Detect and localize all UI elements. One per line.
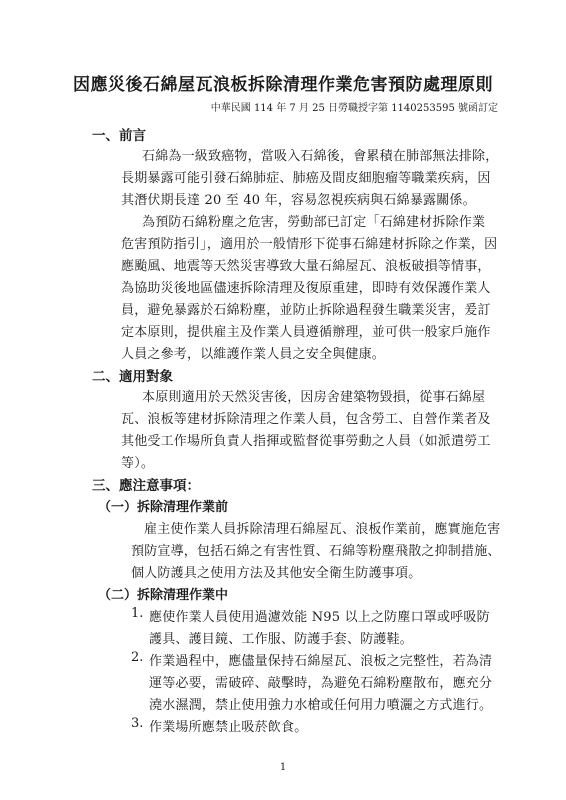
paragraph-line: 人員之參考，以維護作業人員之安全與健康。 (121, 347, 386, 362)
paragraph-line: 員，避免暴露於石綿粉塵，並防止拆除過程發生職業災害，爰訂 (121, 303, 491, 318)
section-3-heading: 三、應注意事項： (92, 478, 200, 494)
subsection-1-heading: （一）拆除清理作業前 (98, 500, 229, 515)
paragraph-line: 個人防護具之使用方法及其他安全衛生防護事項。 (131, 566, 422, 581)
section-1-heading: 一、前言 (92, 128, 146, 144)
subsection-2-heading: （二）拆除清理作業中 (98, 588, 229, 603)
paragraph-line: 為協助災後地區儘速拆除清理及復原重建，即時有效保護作業人 (121, 281, 491, 296)
list-item-line: 作業場所應禁止吸菸飲食。 (149, 720, 308, 735)
list-item-line: 運等必要，需破碎、敲擊時，為避免石綿粉塵散布，應充分 (149, 676, 493, 691)
list-item-line: 護具、護目鏡、工作服、防護手套、防護鞋。 (149, 632, 414, 647)
paragraph-line: 為預防石綿粉塵之危害，勞動部已訂定「石綿建材拆除作業 (142, 215, 486, 230)
paragraph-line: 石綿為一級致癌物，當吸入石綿後，會累積在肺部無法排除， (142, 149, 499, 164)
list-item-number: 3. (131, 716, 144, 731)
page-number: 1 (279, 762, 287, 773)
paragraph-line: 瓦、浪板等建材拆除清理之作業人員，包含勞工、自營作業者及 (121, 412, 491, 427)
list-item-line: 澆水濕潤，禁止使用強力水槍或任何用力噴灑之方式進行。 (149, 698, 493, 713)
list-item-number: 2. (131, 650, 144, 665)
paragraph-line: 本原則適用於天然災害後，因房舍建築物毀損，從事石綿屋 (142, 390, 486, 405)
paragraph-line: 應颱風、地震等天然災害導致大量石綿屋瓦、浪板破損等情事， (121, 259, 491, 274)
paragraph-line: 長期暴露可能引發石綿肺症、肺癌及間皮細胞瘤等職業疾病，因 (121, 171, 491, 186)
list-item-number: 1. (131, 606, 144, 621)
document-title: 因應災後石綿屋瓦浪板拆除清理作業危害預防處理原則 (73, 75, 493, 95)
paragraph-line: 定本原則，提供雇主及作業人員遵循辦理，並可供一般家戶施作 (121, 325, 491, 340)
paragraph-line: 其他受工作場所負責人指揮或監督從事勞動之人員（如派遣勞工 (121, 434, 491, 449)
paragraph-line: 預防宣導，包括石綿之有害性質、石綿等粉塵飛散之抑制措施、 (131, 544, 501, 559)
paragraph-line: 其潛伏期長達 20 至 40 年，容易忽視疾病與石綿暴露關係。 (121, 193, 476, 208)
list-item-line: 作業過程中，應儘量保持石綿屋瓦、浪板之完整性，若為清 (149, 654, 493, 669)
issue-reference: 中華民國 114 年 7 月 25 日勞職授字第 1140253595 號函訂定 (210, 103, 498, 114)
paragraph-line: 等）。 (121, 456, 155, 471)
paragraph-line: 危害預防指引」，適用於一般情形下從事石綿建材拆除之作業，因 (121, 237, 498, 252)
paragraph-line: 雇主使作業人員拆除清理石綿屋瓦、浪板作業前，應實施危害 (144, 522, 501, 537)
section-2-heading: 二、適用對象 (92, 369, 173, 385)
list-item-line: 應使作業人員使用過濾效能 N95 以上之防塵口罩或呼吸防 (149, 610, 490, 625)
